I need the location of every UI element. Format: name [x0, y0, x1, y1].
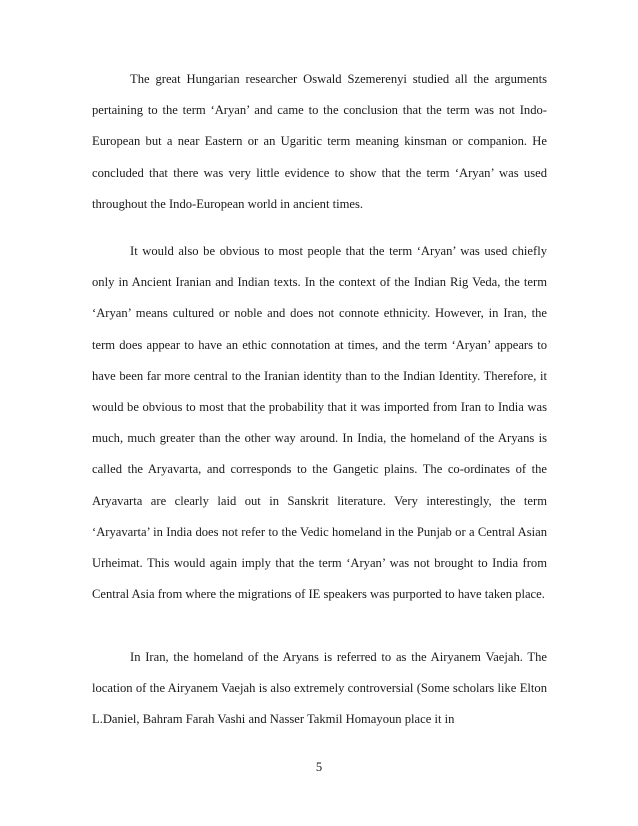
- page-number: 5: [315, 760, 323, 774]
- paragraph-1: [92, 64, 547, 220]
- paragraph-2-text: It would also be obvious to most people that the term ‘Aryan’ was used chiefly only in Ancient Iranian and Indian texts. In the context of the Indian Rig Veda, the term ‘Aryan’ means cultured or noble and does not connote ethnicity. However, in Iran, the term does appear to have an ethic connotation at times, and the term ‘Aryan’ appears to have been far more central to the Iranian identity than to the Indian Identity. Therefore, it would be obvious to most that the probability that it was imported from Iran to India was much, much greater than the other way around. In India, the homeland of the Aryans is called the Aryavarta, and corresponds to the Gangetic plains. The co-ordinates of the Aryavarta are clearly laid out in Sanskrit literature. Very interestingly, the term ‘Aryavarta’ in India does not refer to the Vedic homeland in the Punjab or a Central Asian Urheimat. This would again imply that the term ‘Aryan’ was not brought to India from Central Asia from where the migrations of IE speakers was purported to have taken place.: [92, 244, 547, 602]
- paragraph-3-text: In Iran, the homeland of the Aryans is referred to as the Airyanem Vaejah. The location of the Airyanem Vaejah is also extremely controversial (Some scholars like Elton L.Daniel, Bahram Farah Vashi and Nasser Takmil Homayoun place it in: [92, 650, 547, 727]
- paragraph-1-text: The great Hungarian researcher Oswald Szemerenyi studied all the arguments pertaining to the term ‘Aryan’ and came to the conclusion that the term was not Indo-European but a near Eastern or an Ugaritic term meaning kinsman or companion. He concluded that there was very little evidence to show that the term ‘Aryan’ was used throughout the Indo-European world in ancient times.: [92, 72, 547, 211]
- paragraph-3: [92, 642, 547, 736]
- paragraph-2: [92, 236, 547, 610]
